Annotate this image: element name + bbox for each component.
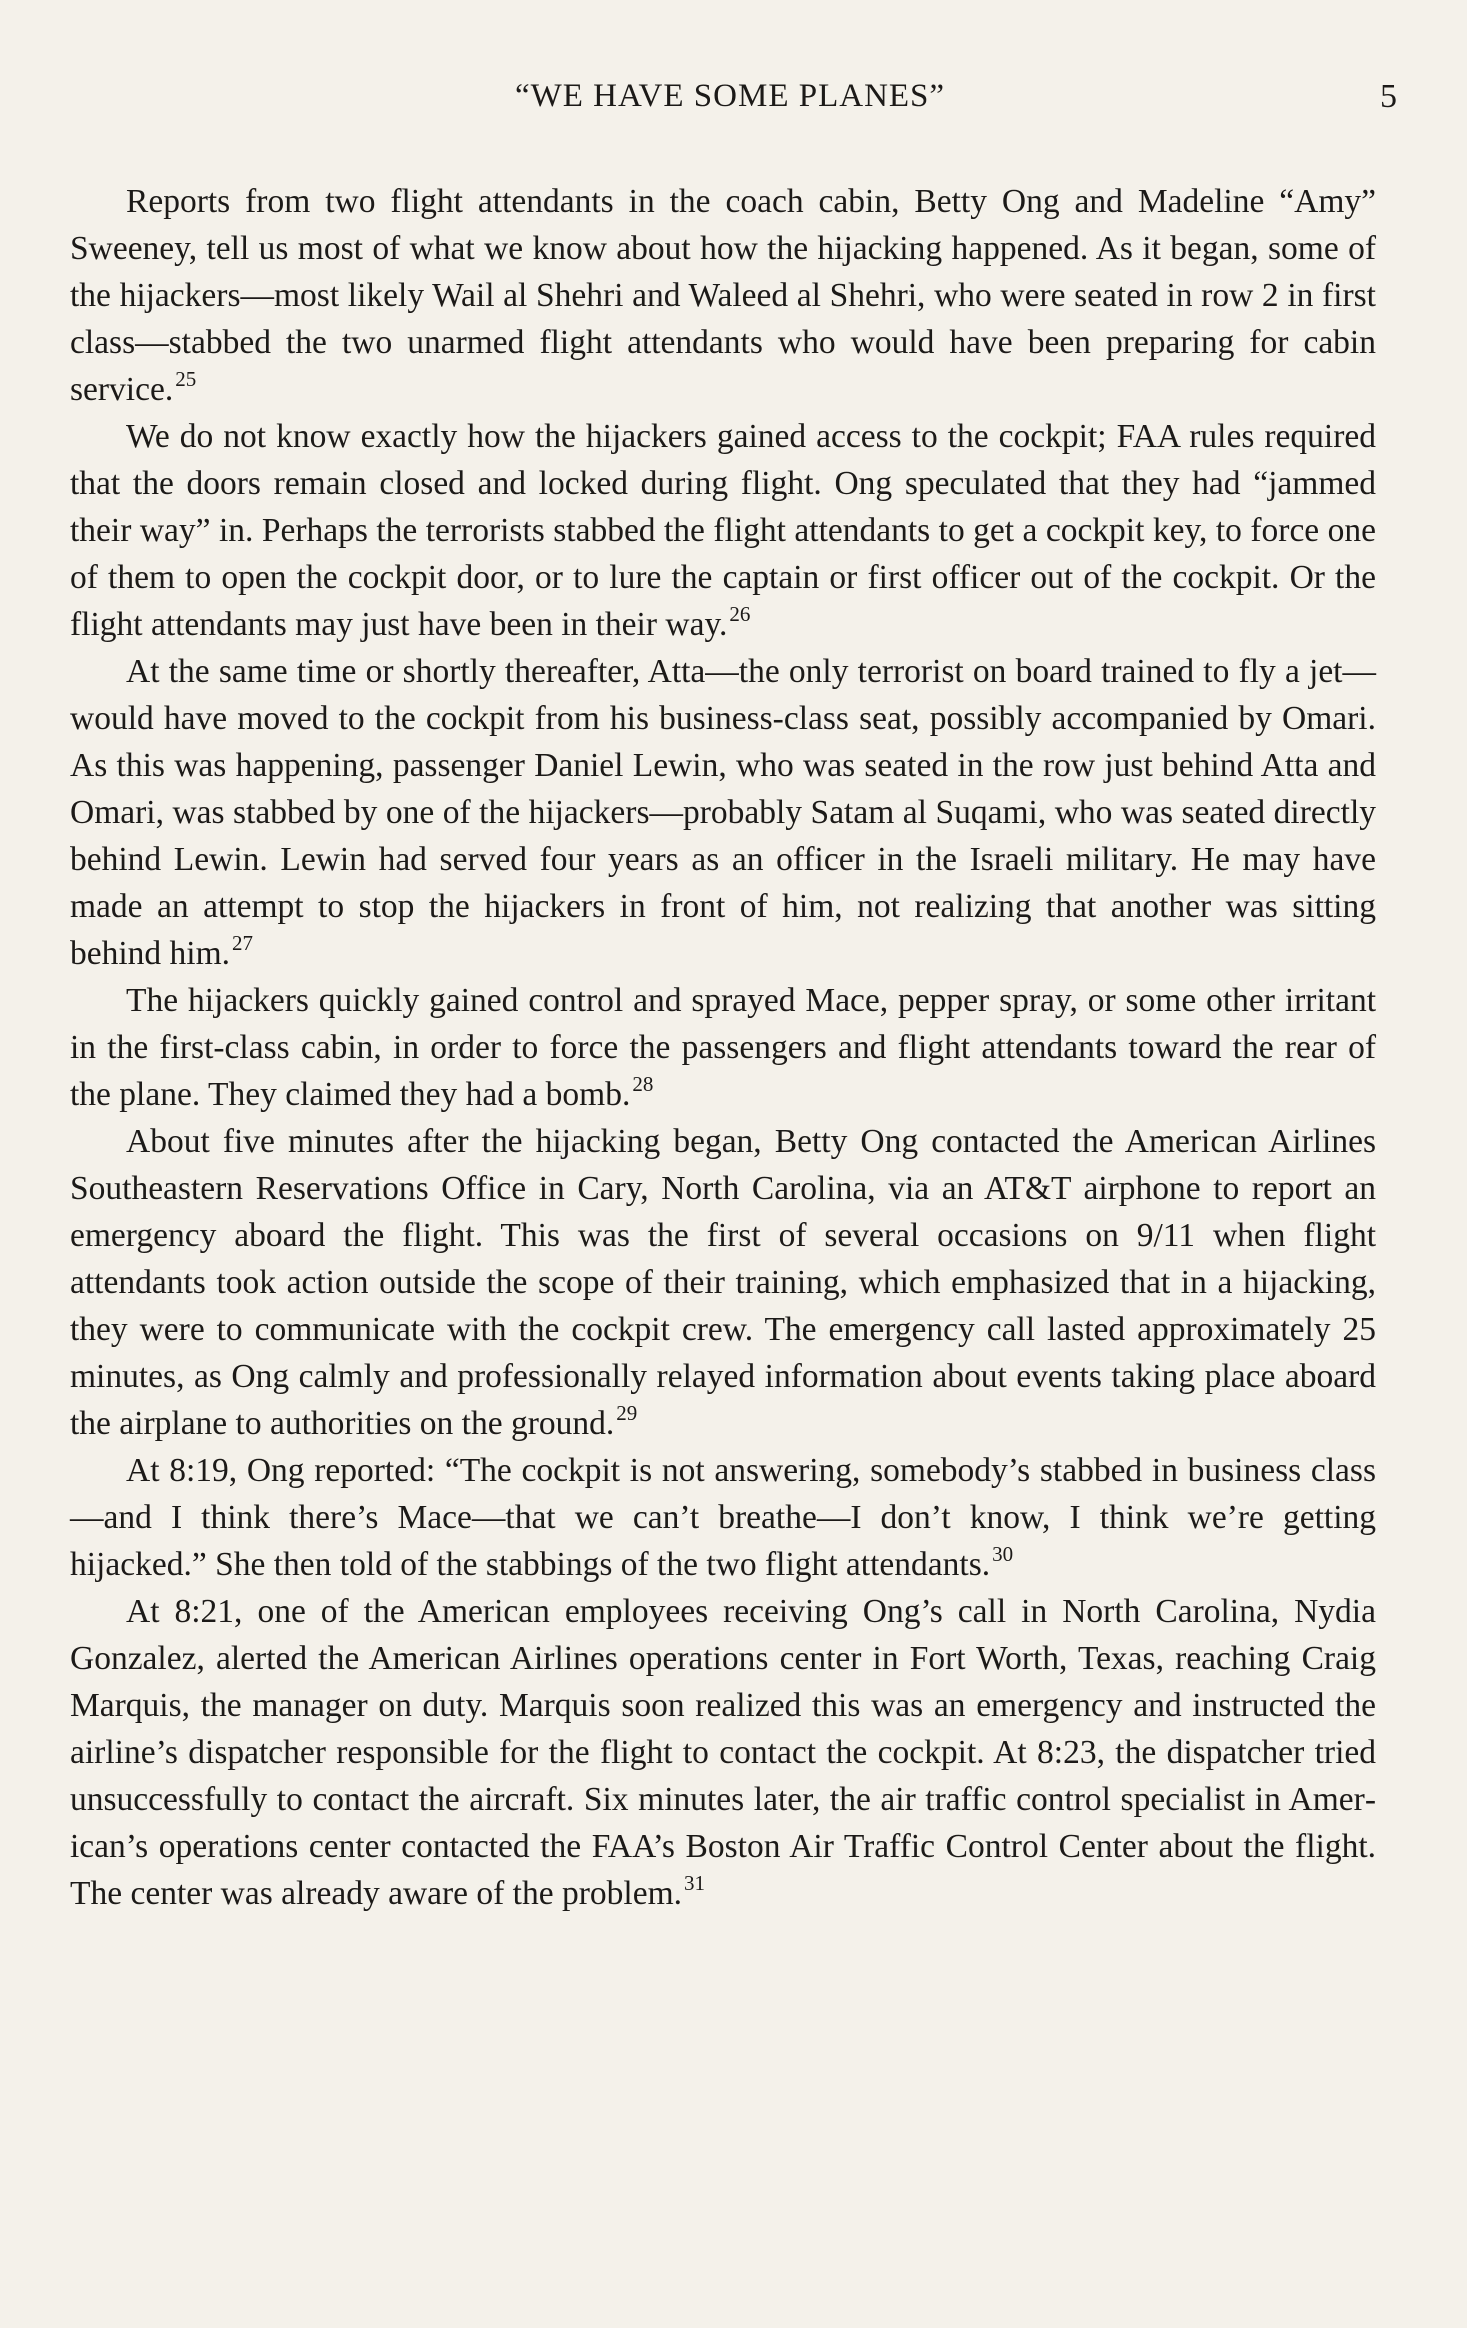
paragraph-text: The hijackers quickly gained control and sprayed Mace, pepper spray, or some other irritant in the first-class cabin, in order to force the passengers and flight attendants toward the rear of the plane. They claimed they had a bomb. xyxy=(70,982,1376,1113)
footnote-marker: 29 xyxy=(616,1401,638,1425)
paragraph xyxy=(70,648,1376,977)
paragraph xyxy=(70,977,1376,1118)
paragraph-text: We do not know exactly how the hijackers gained access to the cockpit; FAA rules required that the doors remain closed and locked during flight. Ong speculated that they had “jammed their way” in. Perhaps the terrorists stabbed the flight attendants to get a cockpit key, to force one of them to open the cockpit door, or to lure the captain or first officer out of the cockpit. Or the flight attendants may just have been in their way. xyxy=(70,418,1376,643)
footnote-marker: 25 xyxy=(175,367,197,391)
footnote-marker: 27 xyxy=(232,931,254,955)
paragraph xyxy=(70,178,1376,413)
footnote-marker: 26 xyxy=(729,602,751,626)
paragraph-text: At the same time or shortly thereafter, Atta—the only terrorist on board trained to fly a jet—would have moved to the cockpit from his business-class seat, possibly accompanied by Omari. As this was happening, passenger Daniel Lewin, who was seated in the row just behind Atta and Omari, was stabbed by one of the hijackers—probably Satam al Suqami, who was seated directly behind Lewin. Lewin had served four years as an officer in the Israeli military. He may have made an attempt to stop the hijackers in front of him, not realizing that another was sitting behind him. xyxy=(70,653,1376,972)
paragraph xyxy=(70,413,1376,648)
body-text xyxy=(70,178,1376,1917)
paragraph xyxy=(70,1118,1376,1447)
footnote-marker: 30 xyxy=(992,1542,1014,1566)
page-number: 5 xyxy=(1380,78,1397,115)
running-title: “WE HAVE SOME PLANES” xyxy=(514,78,946,114)
footnote-marker: 31 xyxy=(684,1871,705,1895)
paragraph-text: At 8:19, Ong reported: “The cockpit is not answering, somebody’s stabbed in business class—and I think there’s Mace—that we can’t breathe—I don’t know, I think we’re getting hijacked.” She then told of the stabbings of the two flight attendants. xyxy=(70,1452,1376,1583)
running-head xyxy=(70,78,1397,128)
paragraph-text: Reports from two flight attendants in the coach cabin, Betty Ong and Madeline “Amy” Sweeney, tell us most of what we know about how the hijacking happened. As it began, some of the hijackers—most likely Wail al Shehri and Waleed al Shehri, who were seated in row 2 in first class—stabbed the two unarmed flight attendants who would have been preparing for cabin service. xyxy=(70,183,1376,408)
paragraph xyxy=(70,1447,1376,1588)
paragraph xyxy=(70,1588,1376,1917)
paragraph-text: At 8:21, one of the American employees receiving Ong’s call in North Carolina, Nydia Gonzalez, alerted the American Airlines operations center in Fort Worth, Texas, reaching Craig Marquis, the manager on duty. Marquis soon realized this was an emergency and instructed the airline’s dispatcher responsible for the flight to contact the cockpit. At 8:23, the dispatcher tried unsuccessfully to contact the aircraft. Six minutes later, the air traffic control specialist in American’s operations center contacted the FAA’s Boston Air Traffic Control Center about the flight. The center was already aware of the problem. xyxy=(70,1593,1376,1912)
paragraph-text: About five minutes after the hijacking began, Betty Ong contacted the American Airlines Southeastern Reservations Office in Cary, North Carolina, via an AT&T airphone to report an emergency aboard the flight. This was the first of several occasions on 9/11 when flight attendants took action outside the scope of their training, which emphasized that in a hijacking, they were to communicate with the cockpit crew. The emergency call lasted approximately 25 minutes, as Ong calmly and professionally relayed information about events taking place aboard the airplane to authorities on the ground. xyxy=(70,1123,1376,1442)
footnote-marker: 28 xyxy=(632,1072,654,1096)
